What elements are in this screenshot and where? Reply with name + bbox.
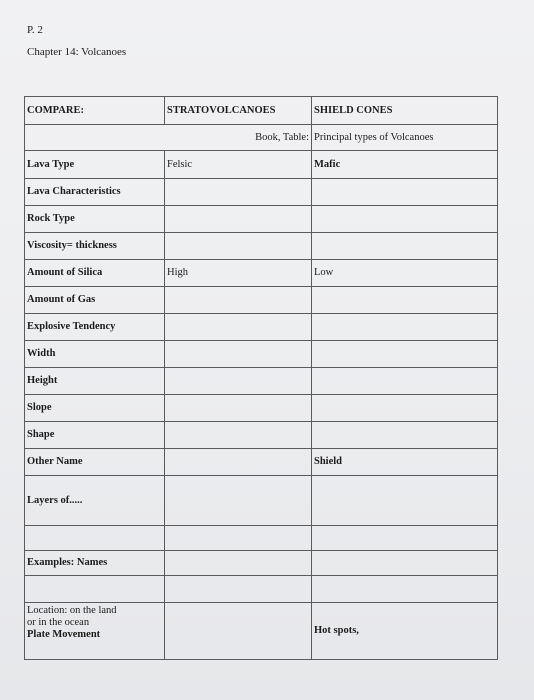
row-label: Amount of Silica — [25, 260, 165, 287]
shield-cell: Shield — [312, 449, 498, 476]
table-row — [25, 551, 498, 576]
table-row — [25, 151, 498, 179]
row-label: Amount of Gas — [25, 287, 165, 314]
shield-cell — [312, 287, 498, 314]
strato-cell — [165, 287, 312, 314]
source-row — [25, 125, 498, 151]
strato-cell — [165, 576, 312, 603]
shield-cell — [312, 368, 498, 395]
col-header-compare: COMPARE: — [25, 97, 165, 125]
shield-cell: Low — [312, 260, 498, 287]
strato-cell — [165, 526, 312, 551]
source-label: Book, Table: — [25, 125, 312, 151]
row-label — [25, 576, 165, 603]
strato-cell: High — [165, 260, 312, 287]
row-label: Rock Type — [25, 206, 165, 233]
table-row — [25, 260, 498, 287]
shield-cell — [312, 341, 498, 368]
table-row — [25, 314, 498, 341]
strato-cell — [165, 341, 312, 368]
strato-cell — [165, 233, 312, 260]
source-title: Principal types of Volcanoes — [312, 125, 498, 151]
col-header-shield-cones: SHIELD CONES — [312, 97, 498, 125]
table-row — [25, 526, 498, 551]
table-row — [25, 368, 498, 395]
shield-cell — [312, 551, 498, 576]
row-label: Lava Characteristics — [25, 179, 165, 206]
shield-cell: Mafic — [312, 151, 498, 179]
table-row — [25, 603, 498, 660]
location-label-line: Location: on the land — [27, 605, 117, 616]
row-label: Other Name — [25, 449, 165, 476]
strato-cell — [165, 395, 312, 422]
table-row — [25, 233, 498, 260]
comparison-table — [24, 96, 498, 660]
row-label: Slope — [25, 395, 165, 422]
strato-cell — [165, 422, 312, 449]
table-row — [25, 395, 498, 422]
table-row — [25, 287, 498, 314]
strato-cell — [165, 368, 312, 395]
shield-cell — [312, 314, 498, 341]
shield-cell — [312, 576, 498, 603]
location-label-line: or in the ocean — [27, 617, 90, 628]
row-label: Height — [25, 368, 165, 395]
strato-cell: Felsic — [165, 151, 312, 179]
shield-cell — [312, 476, 498, 526]
strato-cell — [165, 551, 312, 576]
shield-cell — [312, 422, 498, 449]
table-row — [25, 206, 498, 233]
shield-cell — [312, 395, 498, 422]
table-row — [25, 179, 498, 206]
shield-cell — [312, 206, 498, 233]
table-row — [25, 576, 498, 603]
row-label: Explosive Tendency — [25, 314, 165, 341]
plate-movement-label: Plate Movement — [27, 629, 101, 640]
row-label: Lava Type — [25, 151, 165, 179]
col-header-stratovolcanoes: STRATOVOLCANOES — [165, 97, 312, 125]
table-row — [25, 449, 498, 476]
shield-cell — [312, 179, 498, 206]
row-label: Examples: Names — [25, 551, 165, 576]
strato-cell — [165, 206, 312, 233]
strato-cell — [165, 179, 312, 206]
strato-cell — [165, 603, 312, 660]
strato-cell — [165, 476, 312, 526]
table-row — [25, 341, 498, 368]
strato-cell — [165, 449, 312, 476]
row-label — [25, 526, 165, 551]
strato-cell — [165, 314, 312, 341]
row-label: Layers of..... — [25, 476, 165, 526]
table-row — [25, 422, 498, 449]
row-label: Shape — [25, 422, 165, 449]
chapter-title: Chapter 14: Volcanoes — [27, 46, 127, 58]
page-number: P. 2 — [27, 24, 43, 36]
shield-cell — [312, 233, 498, 260]
row-label-location — [25, 603, 165, 660]
row-label: Viscosity= thickness — [25, 233, 165, 260]
row-label: Width — [25, 341, 165, 368]
shield-cell — [312, 526, 498, 551]
table-header-row — [25, 97, 498, 125]
table-row — [25, 476, 498, 526]
shield-cell: Hot spots, — [312, 603, 498, 660]
